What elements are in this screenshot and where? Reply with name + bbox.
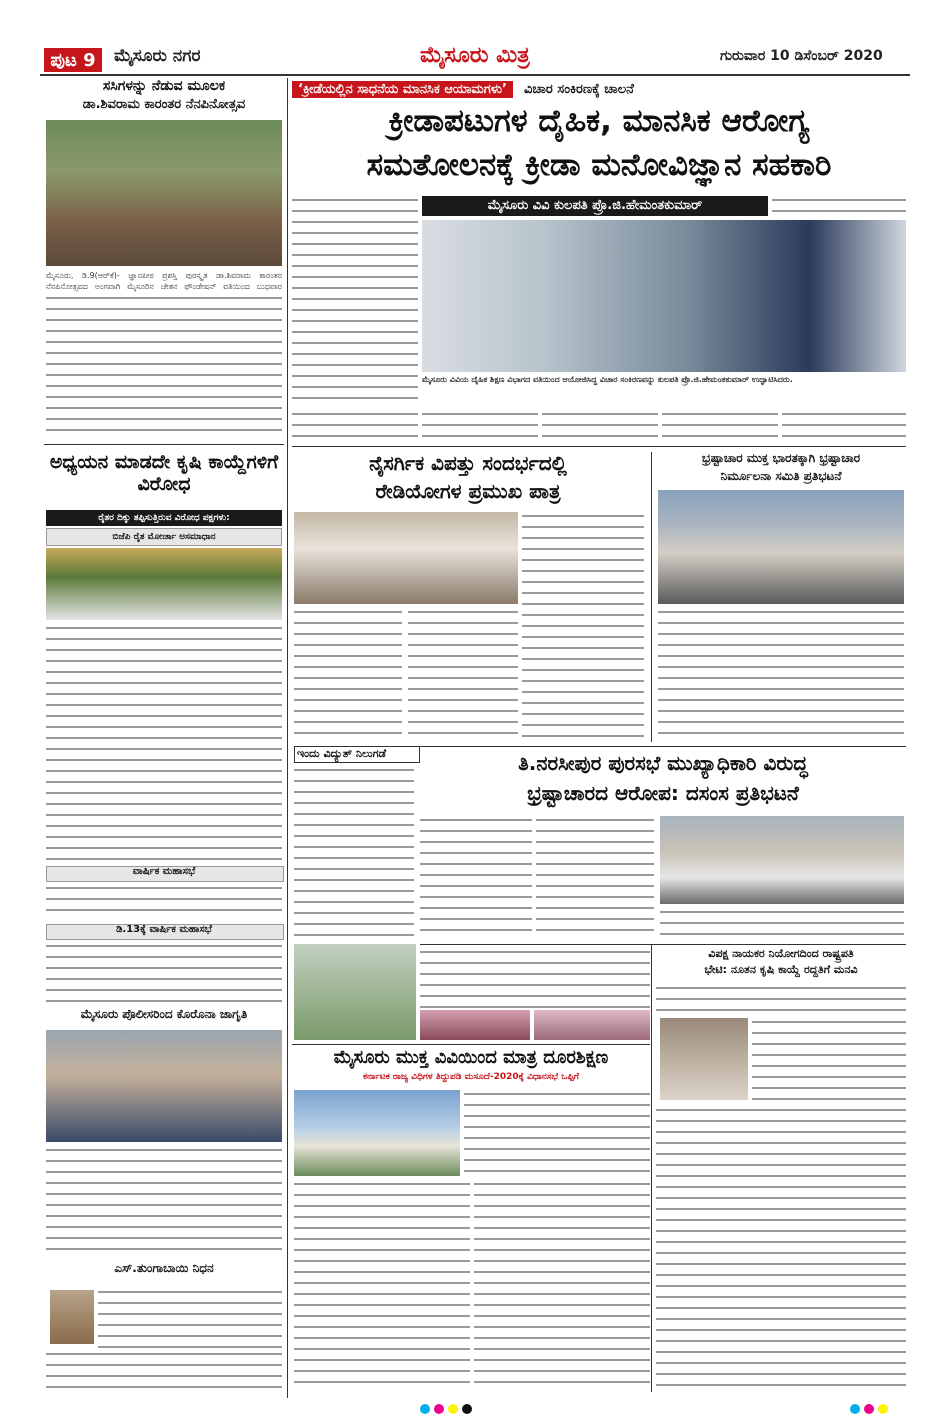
registration-mark [434, 1404, 444, 1414]
seminar-inauguration-photo [422, 220, 906, 372]
power-cut-headline: ಇಂದು ವಿದ್ಯುತ್ ನಿಲುಗಡೆ [294, 746, 420, 763]
radio-meeting-photo [294, 512, 518, 604]
corruption-body [658, 608, 904, 742]
column-divider-left [287, 78, 288, 1398]
event-photo-2 [420, 1010, 530, 1040]
sports-kicker-rest: ವಿಚಾರ ಸಂಕಿರಣಕ್ಕೆ ಚಾಲನೆ [524, 82, 634, 97]
opposition-body-side [752, 1018, 906, 1102]
president-photo [660, 1018, 748, 1100]
section-name: ಮೈಸೂರು ನಗರ [114, 46, 201, 66]
sports-kicker [292, 78, 906, 98]
plant-body-text [46, 294, 282, 440]
radio-body-col3 [522, 512, 644, 742]
ksou-building-photo [294, 1090, 460, 1176]
ksou-headline: ಮೈಸೂರು ಮುಕ್ತ ವಿವಿಯಿಂದ ಮಾತ್ರ ದೂರಶಿಕ್ಷಣ [333, 1047, 609, 1068]
power-cut-body [294, 766, 414, 940]
corona-awareness-photo [46, 1030, 282, 1142]
tnpura-body-col2 [536, 816, 654, 940]
obituary-body-top [98, 1288, 282, 1348]
police-headline: ಮೈಸೂರು ಪೊಲೀಸರಿಂದ ಕೊರೊನಾ ಜಾಗೃತಿ [80, 1007, 248, 1021]
tnpura-caption [660, 908, 904, 940]
police-body-text [46, 1146, 282, 1256]
event-photo-3 [534, 1010, 650, 1040]
registration-mark [850, 1404, 860, 1414]
sports-body-col1 [292, 196, 418, 406]
corruption-headline-1: ಭ್ರಷ್ಟಾಚಾರ ಮುಕ್ತ ಭಾರತಕ್ಕಾಗಿ ಭ್ರಷ್ಟಾಚಾರ [701, 451, 861, 465]
divider [292, 446, 906, 447]
event-photo-1 [294, 944, 416, 1040]
agri-headline: ಅಧ್ಯಯನ ಮಾಡದೇ ಕೃಷಿ ಕಾಯ್ದೆಗಳಿಗೆ ವಿರೋಧ [49, 451, 279, 495]
annual1-headline: ವಾರ್ಷಿಕ ಮಹಾಸಭೆ [132, 866, 196, 877]
divider [44, 444, 284, 445]
obituary-portrait [50, 1290, 94, 1344]
tree-planting-photo [46, 120, 282, 266]
agri-banner-1: ರೈತರ ದಿಕ್ಕು ತಪ್ಪಿಸುತ್ತಿರುವ ವಿರೋಧ ಪಕ್ಷಗಳು: [46, 510, 282, 526]
agri-banner-2: ಬಿಜೆಪಿ ರೈತ ಮೋರ್ಚಾ ಅಸಮಾಧಾನ [46, 528, 282, 546]
column-divider [651, 452, 652, 742]
sports-body-col3 [542, 410, 658, 442]
column-divider [651, 944, 652, 1392]
divider [420, 746, 906, 747]
radio-headline-1: ನೈಸರ್ಗಿಕ ವಿಪತ್ತು ಸಂದರ್ಭದಲ್ಲಿ [369, 451, 567, 475]
ksou-body-col1 [294, 1180, 470, 1392]
ksou-subheadline: ಕರ್ನಾಟಕ ರಾಜ್ಯ ವಿಧಿಗಳ ತಿದ್ದುಪಡಿ ಮಸೂದೆ-2020ಕ್ಕೆ ವಿಧಾನಸಭೆ ಒಪ್ಪಿಗೆ [362, 1072, 580, 1082]
registration-mark [420, 1404, 430, 1414]
sports-body-col5 [782, 410, 906, 442]
plant-headline-1: ಸಸಿಗಳನ್ನು ನೆಡುವ ಮೂಲಕ [102, 78, 226, 94]
sports-subheadline: ಮೈಸೂರು ವಿವಿ ಕುಲಪತಿ ಪ್ರೊ.ಜಿ.ಹೇಮಂತಕುಮಾರ್ [422, 196, 768, 216]
radio-body-col2 [408, 608, 518, 742]
sports-body-col2 [422, 410, 538, 442]
registration-mark [462, 1404, 472, 1414]
radio-body-col1 [294, 608, 402, 742]
event-body-text [420, 948, 650, 1008]
tnpura-body-col1 [420, 816, 532, 940]
masthead: ಮೈಸೂರು ಮಿತ್ರ [420, 42, 530, 68]
edition-date: ಗುರುವಾರ 10 ಡಿಸೆಂಬರ್ 2020 [720, 48, 883, 64]
protest-photo [658, 490, 904, 604]
registration-mark [864, 1404, 874, 1414]
sports-body-col4 [662, 410, 778, 442]
annual2-headline: ಡಿ.13ಕ್ಕೆ ವಾರ್ಷಿಕ ಮಹಾಸಭೆ [116, 924, 212, 935]
divider [420, 944, 906, 945]
opposition-headline-2: ಭೇಟಿ: ನೂತನ ಕೃಷಿ ಕಾಯ್ದೆ ರದ್ದತಿಗೆ ಮನವಿ [704, 963, 858, 976]
tnpura-headline-2: ಭ್ರಷ್ಟಾಚಾರದ ಆರೋಪ: ದಸಂಸ ಪ್ರತಿಭಟನೆ [527, 781, 799, 805]
registration-mark [448, 1404, 458, 1414]
header-rule [40, 74, 910, 76]
annual2-body [46, 942, 282, 1002]
divider [292, 1044, 650, 1045]
sports-body-col1-end [292, 410, 418, 442]
sports-headline-2: ಸಮತೋಲನಕ್ಕೆ ಕ್ರೀಡಾ ಮನೋವಿಜ್ಞಾನ ಸಹಕಾರಿ [366, 147, 832, 183]
bjp-press-meet-photo [46, 548, 282, 620]
obituary-body-bottom [46, 1350, 282, 1390]
radio-headline-2: ರೇಡಿಯೋಗಳ ಪ್ರಮುಖ ಪಾತ್ರ [375, 479, 561, 503]
sports-headline-1: ಕ್ರೀಡಾಪಟುಗಳ ದೈಹಿಕ, ಮಾನಸಿಕ ಆರೋಗ್ಯ [388, 103, 810, 139]
corruption-headline-2: ನಿರ್ಮೂಲನಾ ಸಮಿತಿ ಪ್ರತಿಭಟನೆ [720, 469, 842, 483]
sports-body-col5-top [772, 196, 906, 220]
opposition-headline-1: ವಿಪಕ್ಷ ನಾಯಕರ ನಿಯೋಗದಿಂದ ರಾಷ್ಟ್ರಪತಿ [708, 947, 854, 960]
registration-mark [878, 1404, 888, 1414]
plant-lead: ಮೈಸೂರು, ಡಿ.9(ಆರ್‌ಕೆ)- ಜ್ಞಾನಪೀಠ ಪ್ರಶಸ್ತಿ ಪುರಸ್ಕೃತ ಡಾ.ಶಿವರಾಮ ಕಾರಂತರ ನೆನಪಿನೋತ್ಸವದ ಅಂಗವಾಗಿ ಮೈಸೂರಿನ ಚೇತನ ಫೌಂಡೇಷನ್ ವತಿಯಿಂದ ಬುಧವಾರ [46, 271, 282, 292]
tnpura-headline-1: ತಿ.ನರಸೀಪುರ ಪುರಸಭೆ ಮುಖ್ಯಾಧಿಕಾರಿ ವಿರುದ್ಧ [518, 751, 808, 775]
page-number-badge: ಪುಟ 9 [44, 48, 102, 72]
ksou-body-top [464, 1090, 650, 1176]
obituary-headline: ಎಸ್.ತುಂಗಾಬಾಯಿ ನಿಧನ [114, 1261, 214, 1275]
agri-body-text [46, 624, 282, 864]
sports-photo-caption: ಮೈಸೂರು ವಿವಿಯ ದೈಹಿಕ ಶಿಕ್ಷಣ ವಿಭಾಗದ ವತಿಯಿಂದ ಆಯೋಜಿಸಿದ್ದ ವಿಚಾರ ಸಂಕಿರಣವನ್ನು ಕುಲಪತಿ ಪ್ರೊ.ಜಿ.ಹೇಮಂತಕುಮಾರ್ ಉದ್ಘಾಟಿಸಿದರು. [422, 375, 793, 384]
opposition-lead [656, 984, 906, 1014]
opposition-body [656, 1106, 906, 1392]
sports-kicker-quote: ‘ಕ್ರೀಡೆಯಲ್ಲಿನ ಸಾಧನೆಯ ಮಾನಸಿಕ ಆಯಾಮಗಳು’ [292, 81, 513, 98]
annual1-body [46, 884, 282, 920]
ksou-body-col2 [474, 1180, 650, 1392]
dss-protest-photo [660, 816, 904, 904]
plant-headline-2: ಡಾ.ಶಿವರಾಮ ಕಾರಂತರ ನೆನಪಿನೋತ್ಸವ [82, 97, 246, 112]
